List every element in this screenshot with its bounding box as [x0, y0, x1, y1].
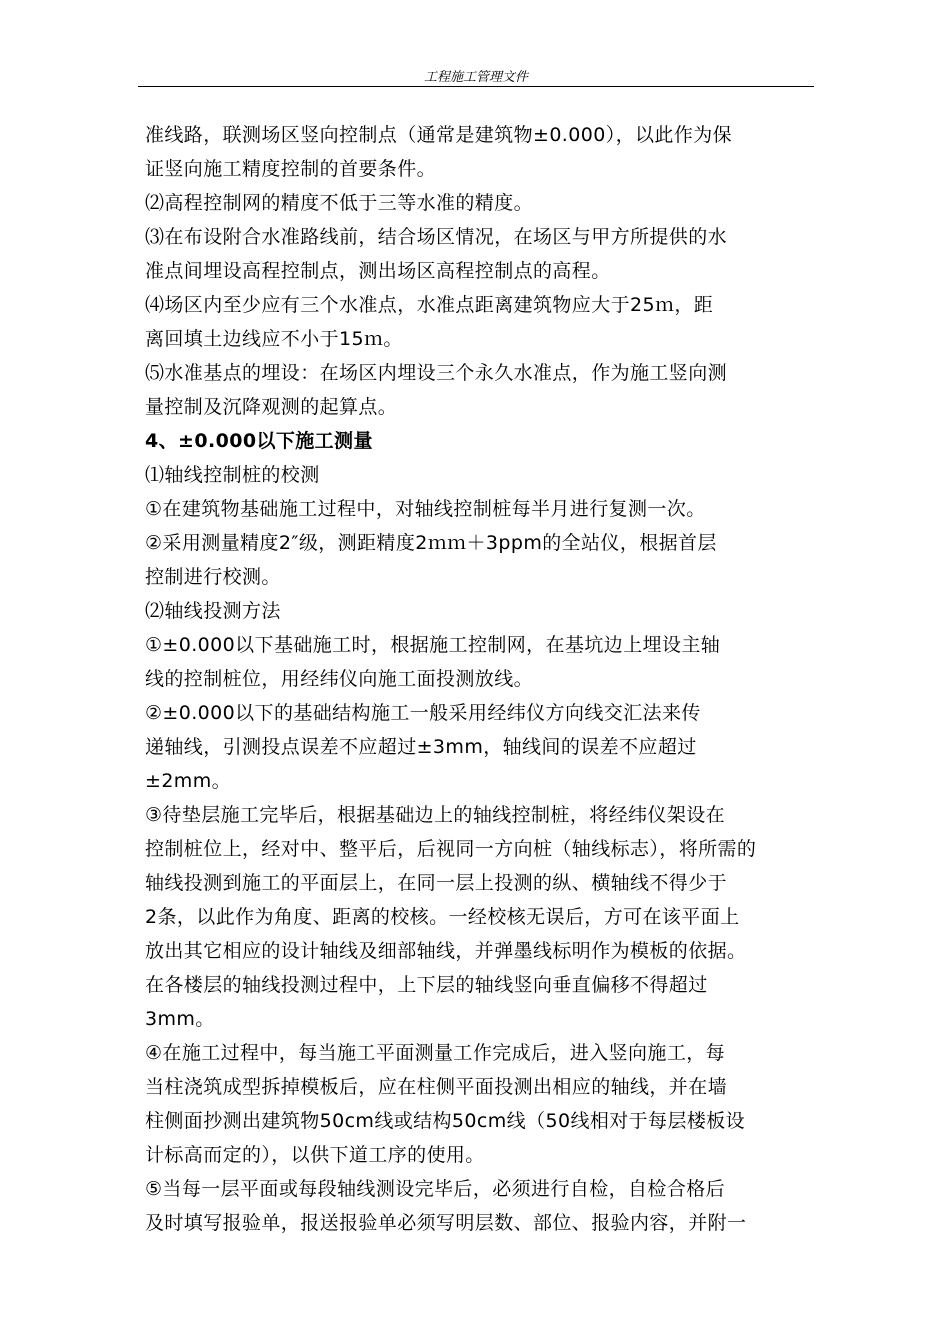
document-body: [145, 118, 815, 1240]
text-line: ⑵高程控制网的精度不低于三等水准的精度。: [145, 192, 534, 214]
text-line: ⑸水准基点的埋设：在场区内埋设三个永久水准点，作为施工竖向测: [145, 362, 728, 384]
text-line: ②采用测量精度2″级，测距精度2ｍｍ＋3ppm的全站仪，根据首层: [145, 532, 717, 554]
text-line: 线的控制桩位，用经纬仪向施工面投测放线。: [145, 668, 534, 690]
text-line: ⑴轴线控制桩的校测: [145, 464, 320, 486]
text-line: ②±0.000以下的基础结构施工一般采用经纬仪方向线交汇法来传: [145, 702, 701, 724]
text-line: 3mm。: [145, 1008, 215, 1030]
text-line: 2条，以此作为角度、距离的校核。一经校核无误后，方可在该平面上: [145, 906, 740, 928]
text-line: 递轴线，引测投点误差不应超过±3mm，轴线间的误差不应超过: [145, 736, 697, 758]
text-line: 计标高而定的），以供下道工序的使用。: [145, 1144, 485, 1166]
text-line: 准线路，联测场区竖向控制点（通常是建筑物±0.000），以此作为保: [145, 124, 733, 146]
text-line: 放出其它相应的设计轴线及细部轴线，并弹墨线标明作为模板的依据。: [145, 940, 747, 962]
text-line: ⑷场区内至少应有三个水准点，水准点距离建筑物应大于25ｍ，距: [145, 294, 714, 316]
text-line: 离回填土边线应不小于15ｍ。: [145, 328, 403, 350]
text-line: 控制进行校测。: [145, 566, 281, 588]
header-divider: [138, 86, 814, 87]
text-line: 准点间埋设高程控制点，测出场区高程控制点的高程。: [145, 260, 611, 282]
section-heading: 4、±0.000以下施工测量: [145, 430, 373, 452]
text-line: ④在施工过程中，每当施工平面测量工作完成后，进入竖向施工，每: [145, 1042, 726, 1064]
text-line: ③待垫层施工完毕后，根据基础边上的轴线控制桩，将经纬仪架设在: [145, 804, 726, 826]
text-line: ±2mm。: [145, 770, 232, 792]
text-line: ⑤当每一层平面或每段轴线测设完毕后，必须进行自检，自检合格后: [145, 1178, 726, 1200]
text-line: 柱侧面抄测出建筑物50cm线或结构50cm线（50线相对于每层楼板设: [145, 1110, 746, 1132]
text-line: 在各楼层的轴线投测过程中，上下层的轴线竖向垂直偏移不得超过: [145, 974, 708, 996]
text-line: ①±0.000以下基础施工时，根据施工控制网，在基坑边上埋设主轴: [145, 634, 721, 656]
text-line: 当柱浇筑成型拆掉模板后，应在柱侧平面投测出相应的轴线，并在墙: [145, 1076, 728, 1098]
page-header-title: 工程施工管理文件: [423, 70, 528, 85]
text-line: ⑵轴线投测方法: [145, 600, 281, 622]
text-line: 控制桩位上，经对中、整平后，后视同一方向桩（轴线标志），将所需的: [145, 838, 757, 860]
text-line: 证竖向施工精度控制的首要条件。: [145, 158, 437, 180]
text-line: 轴线投测到施工的平面层上，在同一层上投测的纵、横轴线不得少于: [145, 872, 728, 894]
text-line: ⑶在布设附合水准路线前，结合场区情况，在场区与甲方所提供的水: [145, 226, 728, 248]
text-line: 及时填写报验单，报送报验单必须写明层数、部位、报验内容，并附一: [145, 1212, 747, 1234]
text-line: 量控制及沉降观测的起算点。: [145, 396, 398, 418]
text-line: ①在建筑物基础施工过程中，对轴线控制桩每半月进行复测一次。: [145, 498, 706, 520]
